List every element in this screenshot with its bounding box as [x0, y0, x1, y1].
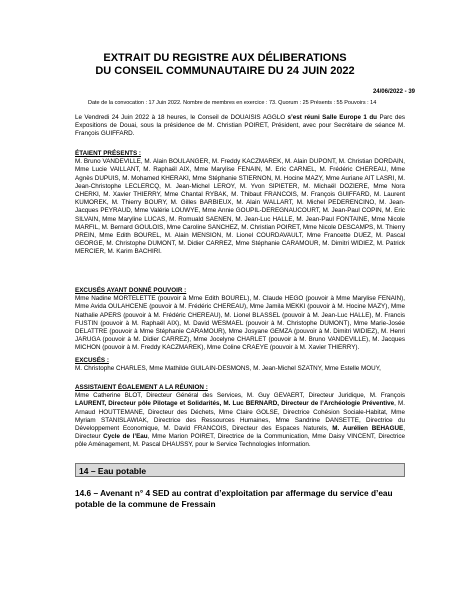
intro-paragraph [75, 114, 405, 139]
presents-list: M. Bruno VANDEVILLE, M. Alain BOULANGER, M. Freddy KACZMAREK, M. Alain DUPONT, M. Christian DORDAIN, Mme Lucie VAILLANT, M. Raphaël AIX, Mme Marylise FENAIN, M. Eric CARNEL, M. Frédéric CHEREAU, Mme Agnès DUPUIS, M. Mohamed KHERAKI, Mme Stéphanie STIERNON, M. Hocine MAZY, Mme Auriane AIT LASRI, M. Jean-Christophe LECLERCQ, M. Jean-Michel LEROY, M. Yvon SIPIETER, M. Michaël DOZIERE, Mme Nora CHERKI, M. Xavier THIERRY, Mme Chantal RYBAK, M. Thibaut FRANCOIS, M. François GUIFFARD, M. Laurent KUMOREK, M. Thierry BOURY, M. Gilles BARBIEUX, M. Alain WALLART, M. Michel PEDERENCINO, M. Jean-Jacques PEYRAUD, Mme Valérie LOUWYE, Mme Annie GOUPIL-DEREGNAUCOURT, M. Jean-Paul COPIN, M. Eric SILVAIN, Mme Maryline LUCAS, M. Romuald SAENEN, M. Jean-Luc HALLE, M. Jean-Paul FONTAINE, Mme Nicole MARFIL, M. Bernard GOULOIS, Mme Caroline SANCHEZ, M. Christian POIRET, Mme Nicole DESCAMPS, M. Thierry PREIN, Mme Edith BOUREL, M. Alain MENSION, M. Lionel COURDAVAULT, Mme Francette DUEZ, M. Pascal GEORGE, M. Christophe DUMONT, M. Didier CARREZ, Mme Stéphanie CARAMOUR, M. Dimitri WIDIEZ, M. Patrick MERCIER, M. Karim BACHIRI. [75, 158, 405, 256]
assistants-text-3: , Directeur [75, 425, 405, 441]
deliberation-subject: 14.6 – Avenant n° 4 SED au contrat d’exploitation par affermage du service d’eau potable de la commune de Fressain [75, 488, 393, 509]
intro-text-bold: s’est réuni Salle Europe 1 du [287, 114, 378, 121]
document-subtitle: DU CONSEIL COMMUNAUTAIRE DU 24 JUIN 2022 [95, 65, 355, 77]
assistants-text-bold-2: M. Aurélien BEHAGUE [332, 425, 404, 433]
assistants-text-4: , Mme Marion POIRET, Directrice de la Communication, Mme Daisy VINCENT, Directrice pôle Aménagement, M. Pascal DHAUSSY, pour le Service Technologies Information. [75, 433, 405, 449]
assistants-text-1: Mme Catherine BLOT, Directeur Général des Services, M. Guy GEVAERT, Directeur Juridique, M. François [75, 392, 405, 400]
pouvoirs-heading: EXCUSÉS AYANT DONNÉ POUVOIR : [75, 287, 187, 294]
pouvoirs-section [75, 287, 405, 353]
assistants-text-bold-1: LAURENT, Directeur pôle Pilotage et Solidarités, M. Luc BERNARD, Directeur de l’Archéologie Préventive [75, 400, 395, 408]
presents-section [75, 150, 405, 257]
section-title: 14 – Eau potable [79, 466, 147, 476]
assistants-text-2: , M. Arnaud HOUTTEMANE, Directeur des Déchets, Mme Claire GOLSE, Directrice Cohésion Sociale-Habitat, Mme Myriam STANISLAWIAK, Directrice des Ressources Humaines, Mme Sandrine DANSETTE, Directrice du Développement Economique, M. David FRANCOIS, Directeur des Espaces Naturels, [75, 400, 406, 433]
assistants-heading: ASSISTAIENT ÉGALEMENT A LA RÉUNION : [75, 384, 208, 391]
excuses-section [75, 357, 405, 373]
excuses-list: M. Christophe CHARLES, Mme Mathilde GUILAIN-DESMONS, M. Jean-Michel SZATNY, Mme Estelle MOUY, [75, 365, 381, 373]
excuses-heading: EXCUSÉS : [75, 357, 109, 364]
presents-heading: ÉTAIENT PRÉSENTS : [75, 150, 142, 157]
convocation-info: Date de la convocation : 17 Juin 2022. Nombre de membres en exercice : 73. Quorum : 25 Présents : 55 Pouvoirs : 14 [88, 100, 377, 106]
document-title: EXTRAIT DU REGISTRE AUX DÉLIBERATIONS [103, 52, 347, 64]
intro-text-1: Le Vendredi 24 Juin 2022 à 18 heures, le Conseil de DOUAISIS AGGLO [75, 114, 288, 121]
pouvoirs-list: Mme Nadine MORTELETTE (pouvoir à Mme Edith BOUREL), M. Claude HEGO (pouvoir à Mme Marylise FENAIN), Mme Avida OULAHCENE (pouvoir à M. Frédéric CHEREAU), Mme Jamila MEKKI (pouvoir à M. Hocine MAZY), Mme Nathalie APERS (pouvoir à M. Frédéric CHEREAU), M. Lionel BLASSEL (pouvoir à M. Jean-Luc HALLE), M. Francis FUSTIN (pouvoir à M. Raphaël AIX), M. David WESMAEL (pouvoir à M. Christophe DUMONT), Mme Marie-Josée DELATTRE (pouvoir à Mme Stéphanie CARAMOUR), Mme Josyane GEMZA (pouvoir à M. Dimitri WIDIEZ), M. Henri JARUGA (pouvoir à M. Didier CARREZ), Mme Jocelyne CHARLET (pouvoir à M. Bruno VANDEVILLE), M. Jacques MICHON (pouvoir à M. Freddy KACZMAREK), Mme Coline CRAEYE (pouvoir à M. Xavier THIERRY). [75, 295, 405, 352]
intro-text-2: Parc des Expositions de Douai, sous la présidence de M. Christian POIRET, Président, avec pour Secrétaire de séance M. François GUIFFARD. [75, 114, 405, 138]
deliberation-reference: 24/06/2022 - 39 [372, 89, 415, 95]
section-header [75, 463, 405, 477]
assistants-section [75, 384, 405, 450]
assistants-text-bold-3: Cycle de l’Eau [103, 433, 148, 441]
